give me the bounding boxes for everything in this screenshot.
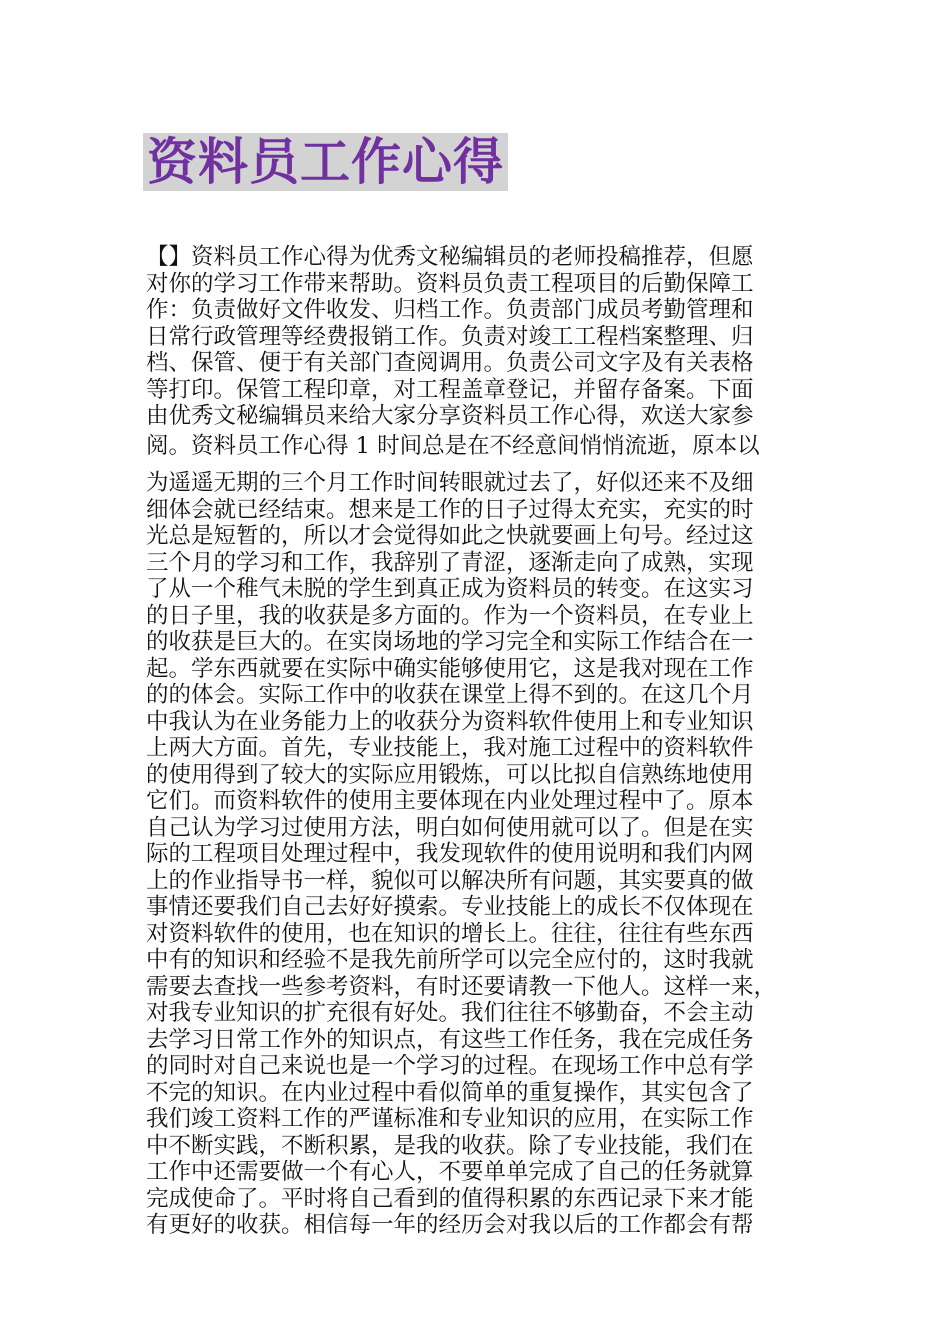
text-line: 档、保管、便于有关部门查阅调用。负责公司文字及有关表格 [146, 350, 754, 376]
text-line: 等打印。保管工程印章，对工程盖章登记，并留存备案。下面 [146, 376, 754, 403]
transition-paragraph [146, 433, 816, 460]
text-line: 起。学东西就要在实际中确实能够使用它，这是我对现在工作 [146, 655, 754, 682]
text-line: 日常行政管理等经费报销工作。负责对竣工工程档案整理、归 [146, 323, 754, 350]
text-line: 阅。资料员工作心得 1 时间总是在不经意间悄悄流逝，原本以 [146, 433, 760, 459]
text-line: 作：负责做好文件收发、归档工作。负责部门成员考勤管理和 [146, 297, 754, 323]
text-line: 际的工程项目处理过程中，我发现软件的使用说明和我们内网 [146, 841, 754, 867]
text-line: 【】资料员工作心得为优秀文秘编辑员的老师投稿推荐，但愿 [146, 244, 754, 270]
text-line: 有更好的收获。相信每一年的经历会对我以后的工作都会有帮 [146, 1212, 754, 1238]
text-line: 自己认为学习过使用方法，明白如何使用就可以了。但是在实 [146, 814, 754, 841]
text-line: 去学习日常工作外的知识点，有这些工作任务，我在完成任务 [146, 1026, 754, 1053]
text-line: 对你的学习工作带来帮助。资料员负责工程项目的后勤保障工 [146, 270, 754, 297]
text-line: 对资料软件的使用，也在知识的增长上。往往，往往有些东西 [146, 920, 754, 947]
text-line: 了从一个稚气未脱的学生到真正成为资料员的转变。在这实习 [146, 576, 754, 602]
text-line: 我们竣工资料工作的严谨标准和专业知识的应用，在实际工作 [146, 1106, 754, 1132]
text-line: 为遥遥无期的三个月工作时间转眼就过去了，好似还来不及细 [146, 470, 754, 496]
text-line: 的日子里，我的收获是多方面的。作为一个资料员，在专业上 [146, 602, 754, 629]
text-line: 由优秀文秘编辑员来给大家分享资料员工作心得，欢送大家参 [146, 403, 754, 429]
text-line: 三个月的学习和工作，我辞别了青涩，逐渐走向了成熟，实现 [146, 549, 754, 576]
intro-paragraph [146, 244, 816, 430]
title-highlight [143, 133, 508, 191]
text-line: 工作中还需要做一个有心人，不要单单完成了自己的任务就算 [146, 1159, 754, 1185]
text-line: 的收获是巨大的。在实岗场地的学习完全和实际工作结合在一 [146, 629, 754, 655]
text-line: 中我认为在业务能力上的收获分为资料软件使用上和专业知识 [146, 708, 754, 735]
text-line: 上的作业指导书一样，貌似可以解决所有问题，其实要真的做 [146, 867, 754, 894]
text-line: 完成使命了。平时将自己看到的值得积累的东西记录下来才能 [146, 1185, 754, 1212]
text-line: 事情还要我们自己去好好摸索。专业技能上的成长不仅体现在 [146, 894, 754, 920]
main-paragraph [146, 470, 816, 1239]
text-line: 的的体会。实际工作中的收获在课堂上得不到的。在这几个月 [146, 682, 754, 708]
text-line: 对我专业知识的扩充很有好处。我们往往不够勤奋，不会主动 [146, 1000, 754, 1026]
text-line: 上两大方面。首先，专业技能上，我对施工过程中的资料软件 [146, 735, 754, 761]
text-line: 细体会就已经结束。想来是工作的日子过得太充实，充实的时 [146, 496, 754, 523]
text-line: 需要去查找一些参考资料，有时还要请教一下他人。这样一来， [146, 973, 777, 1000]
text-line: 的使用得到了较大的实际应用锻炼，可以比拟自信熟练地使用 [146, 761, 754, 788]
page-title: 资料员工作心得 [147, 133, 504, 191]
text-line: 光总是短暂的，所以才会觉得如此之快就要画上句号。经过这 [146, 523, 754, 549]
text-line: 中有的知识和经验不是我先前所学可以完全应付的，这时我就 [146, 947, 754, 973]
text-line: 中不断实践，不断积累，是我的收获。除了专业技能，我们在 [146, 1132, 754, 1159]
text-line: 的同时对自己来说也是一个学习的过程。在现场工作中总有学 [146, 1053, 754, 1079]
text-line: 它们。而资料软件的使用主要体现在内业处理过程中了。原本 [146, 788, 754, 814]
text-line: 不完的知识。在内业过程中看似简单的重复操作，其实包含了 [146, 1079, 754, 1106]
